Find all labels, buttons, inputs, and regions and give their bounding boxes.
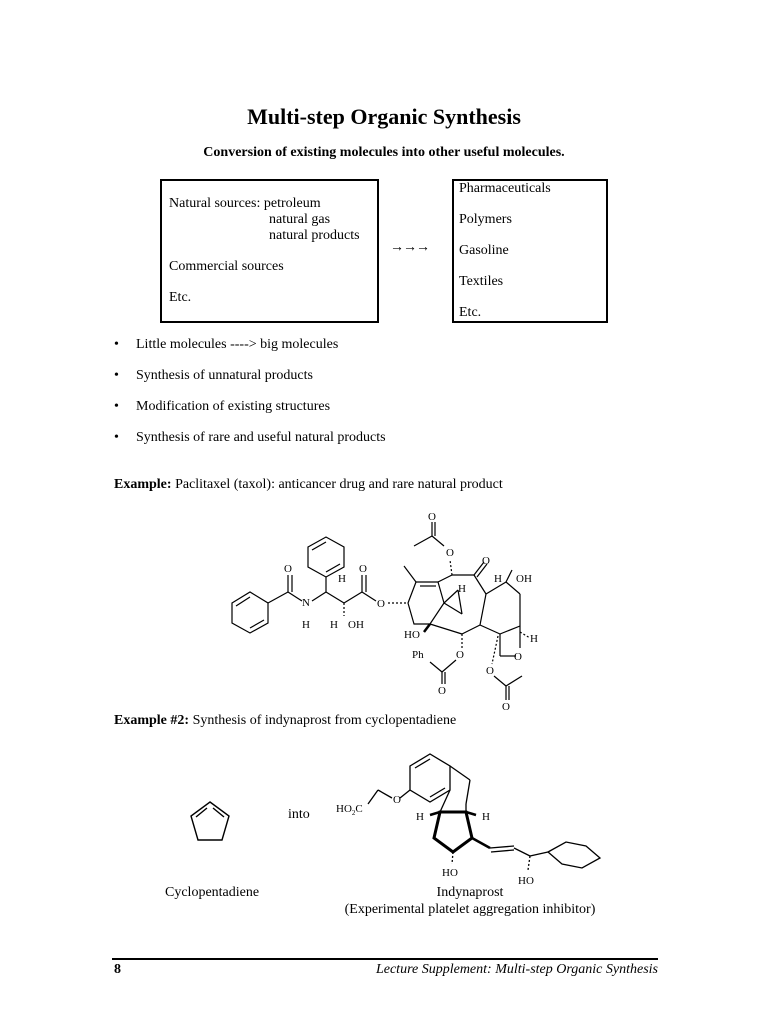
- atom-label: N: [302, 597, 310, 609]
- paclitaxel-structure: [0, 500, 768, 720]
- atom-label: O: [482, 555, 490, 567]
- atom-label: HO: [442, 867, 458, 879]
- bullet-dot: •: [114, 337, 119, 352]
- example-2-heading: [114, 713, 456, 729]
- indynaprost-caption: Indynaprost: [436, 885, 504, 900]
- phenyl-ring: [308, 537, 344, 577]
- product-item: Textiles: [459, 274, 504, 289]
- example-1-heading: [114, 477, 503, 493]
- example-1-label: Example:: [114, 477, 172, 492]
- into-label: into: [288, 807, 310, 822]
- atom-label: HO: [518, 875, 534, 887]
- product-item: Pharmaceuticals: [459, 181, 551, 196]
- products-box: [452, 179, 608, 323]
- sources-line-natural: Natural sources: petroleum: [169, 196, 321, 211]
- bullet-dot: •: [114, 399, 119, 414]
- footer-rule: [112, 958, 658, 960]
- atom-label: O: [438, 685, 446, 697]
- atom-label: O: [393, 794, 401, 806]
- atom-label: O: [502, 701, 510, 713]
- bullet-text: Little molecules ----> big molecules: [136, 337, 339, 352]
- benzoyl-ring: [232, 592, 268, 633]
- product-item: Etc.: [459, 305, 482, 320]
- example-1-text: Paclitaxel (taxol): anticancer drug and rare natural product: [171, 477, 503, 492]
- atom-label: O: [446, 547, 454, 559]
- atom-label: OH: [348, 619, 364, 631]
- page-number: 8: [114, 962, 121, 977]
- conversion-arrows: →→→: [390, 240, 429, 255]
- cyclohexane-ring: [548, 842, 600, 868]
- atom-label: H: [416, 811, 424, 823]
- sources-line-natural-products: natural products: [269, 228, 360, 243]
- indynaprost-structure: [330, 740, 620, 890]
- atom-label: H: [302, 619, 310, 631]
- atom-label: O: [514, 651, 522, 663]
- bullet-text: Synthesis of unnatural products: [136, 368, 313, 383]
- bullet-text: Synthesis of rare and useful natural products: [136, 430, 386, 445]
- indynaprost-note: (Experimental platelet aggregation inhibitor): [344, 902, 596, 917]
- atom-label: H: [482, 811, 490, 823]
- footer-title: Lecture Supplement: Multi-step Organic Synthesis: [375, 962, 658, 977]
- ho2c-label: $HO_2C$: [336, 803, 363, 817]
- atom-label: H: [338, 573, 346, 585]
- benzene-ring: [410, 754, 450, 802]
- page-title: Multi-step Organic Synthesis: [247, 104, 521, 129]
- atom-label: HO: [404, 629, 420, 641]
- product-item: Polymers: [459, 212, 512, 227]
- atom-label: H: [530, 633, 538, 645]
- atom-label: H: [330, 619, 338, 631]
- product-item: Gasoline: [459, 243, 509, 258]
- sources-line-commercial: Commercial sources: [169, 259, 284, 274]
- atom-label: O: [284, 563, 292, 575]
- atom-label: H: [458, 583, 466, 595]
- atom-label: O: [377, 598, 385, 610]
- atom-label: O: [428, 511, 436, 523]
- atom-label: O: [456, 649, 464, 661]
- atom-label: O: [486, 665, 494, 677]
- bullet-dot: •: [114, 430, 119, 445]
- atom-label: H: [494, 573, 502, 585]
- bullet-dot: •: [114, 368, 119, 383]
- atom-label: OH: [516, 573, 532, 585]
- sources-line-natural-gas: natural gas: [269, 212, 331, 227]
- taxane-ring-a: [408, 582, 444, 624]
- atom-label: O: [359, 563, 367, 575]
- page-subtitle: Conversion of existing molecules into other useful molecules.: [203, 145, 565, 160]
- atom-label: Ph: [412, 649, 424, 661]
- example-2-label: Example #2:: [114, 713, 190, 728]
- example-2-text: Synthesis of indynaprost from cyclopentadiene: [189, 713, 457, 728]
- sources-line-etc: Etc.: [169, 290, 192, 305]
- sources-box: [160, 179, 379, 323]
- cyclopentadiene-caption: Cyclopentadiene: [165, 885, 260, 900]
- cyclopentadiene-structure: [185, 798, 235, 846]
- bullet-text: Modification of existing structures: [136, 399, 331, 414]
